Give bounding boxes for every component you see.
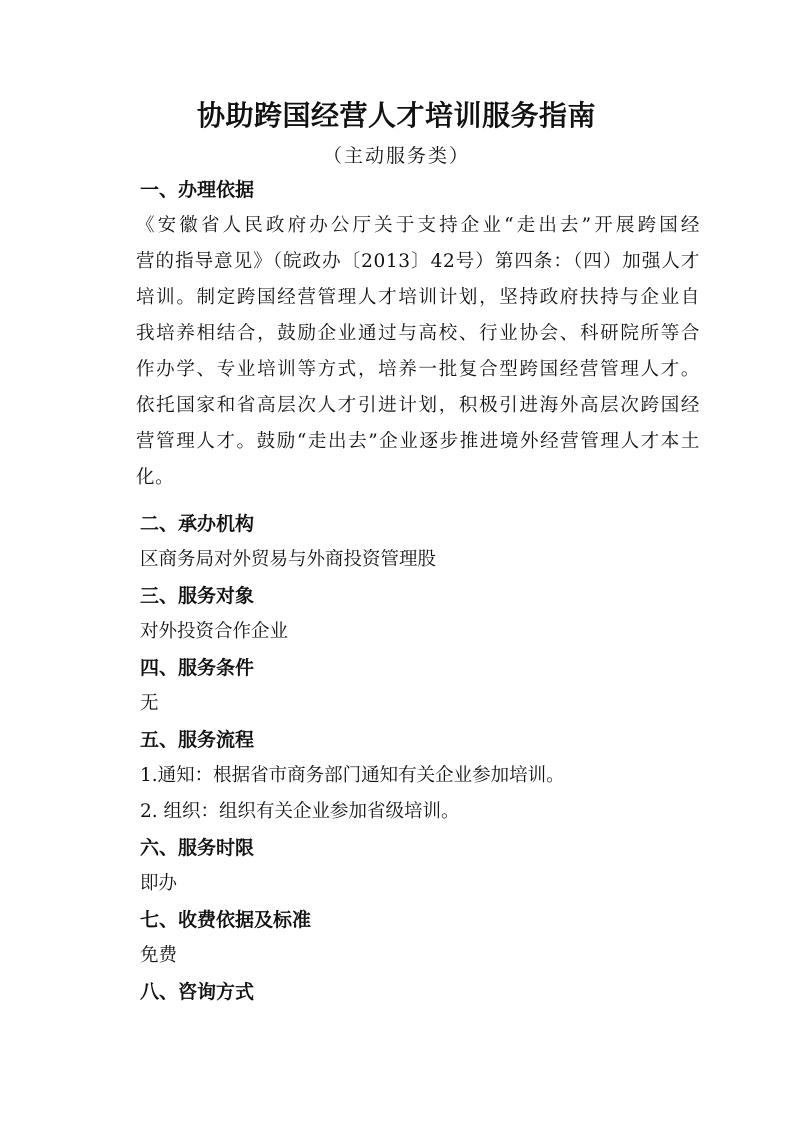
section-heading: 六、服务时限 (140, 837, 255, 859)
section-fees (140, 902, 702, 974)
section-organizer (140, 506, 702, 578)
section-heading: 三、服务对象 (140, 585, 255, 607)
section-text: 2. 组织：组织有关企业参加省级培训。 (140, 801, 460, 822)
paragraph-line: 作办学、专业培训等方式，培养一批复合型跨国经营管理人才。 (136, 359, 700, 380)
section-text: 免费 (140, 945, 178, 966)
section-text: 区商务局对外贸易与外商投资管理股 (140, 549, 437, 570)
section-heading: 七、收费依据及标准 (140, 909, 312, 931)
section-target (140, 578, 702, 650)
section-basis (136, 172, 702, 496)
section-text: 无 (140, 693, 159, 714)
document-title: 协助跨国经营人才培训服务指南 (196, 99, 596, 132)
section-text: 对外投资合作企业 (140, 621, 289, 642)
document-subtitle: （主动服务类） (322, 145, 470, 167)
paragraph-line: 依托国家和省高层次人才引进计划，积极引进海外高层次跨国经 (136, 395, 700, 416)
document-body (136, 172, 702, 1010)
section-heading: 四、服务条件 (140, 657, 255, 679)
section-time-limit (140, 830, 702, 902)
paragraph-line: 培训。制定跨国经营管理人才培训计划，坚持政府扶持与企业自 (136, 287, 700, 308)
paragraph-line: 营的指导意见》（皖政办〔2013〕42号）第四条：（四）加强人才 (136, 251, 700, 272)
section-heading: 一、办理依据 (140, 179, 255, 201)
section-heading: 二、承办机构 (140, 513, 255, 535)
section-heading: 八、咨询方式 (140, 981, 255, 1003)
section-heading: 五、服务流程 (140, 729, 255, 751)
paragraph-line: 化。 (136, 467, 175, 488)
paragraph-line: 营管理人才。鼓励“走出去”企业逐步推进境外经营管理人才本土 (136, 431, 700, 452)
section-consultation (140, 974, 702, 1010)
section-conditions (140, 650, 702, 722)
section-process (140, 722, 702, 830)
section-text: 1.通知：根据省市商务部门通知有关企业参加培训。 (140, 765, 565, 786)
section-text: 即办 (140, 873, 178, 894)
section-paragraph (136, 208, 700, 496)
paragraph-line: 我培养相结合，鼓励企业通过与高校、行业协会、科研院所等合 (136, 323, 700, 344)
paragraph-line: 《安徽省人民政府办公厅关于支持企业“走出去”开展跨国经 (136, 215, 700, 236)
